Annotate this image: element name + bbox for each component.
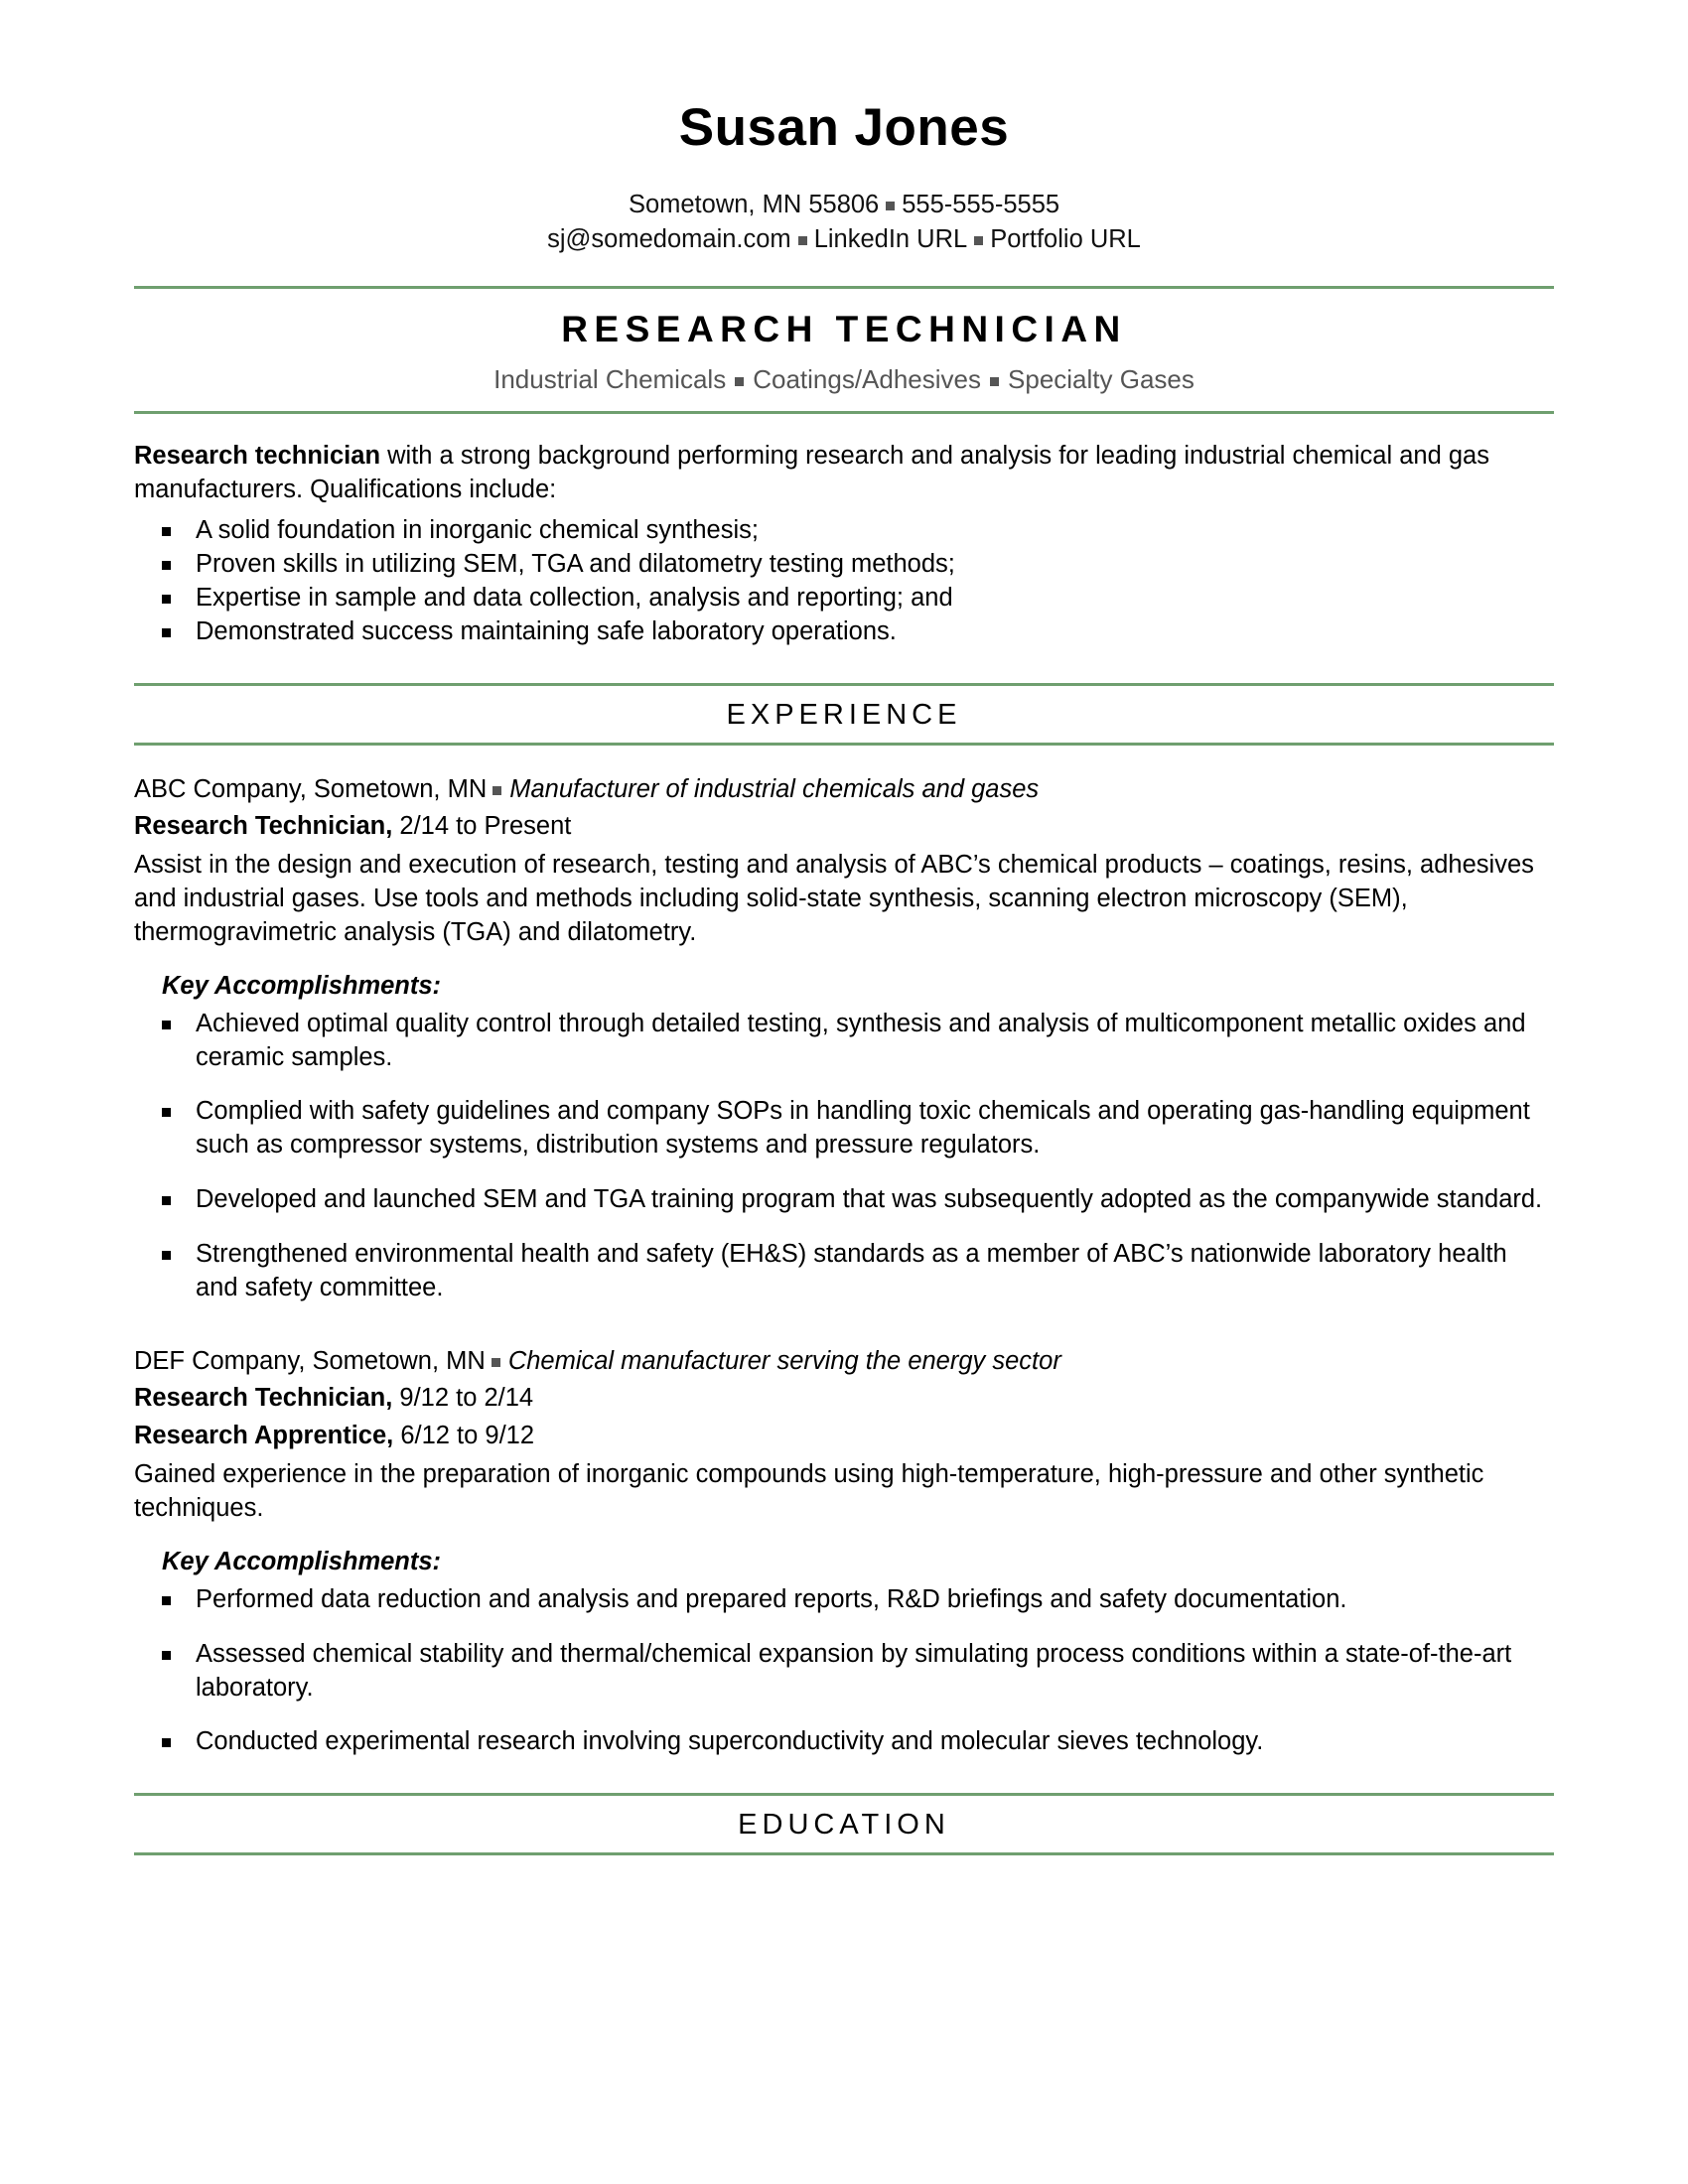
list-item: A solid foundation in inorganic chemical synthesis; bbox=[134, 514, 1554, 548]
target-title-block bbox=[134, 289, 1554, 412]
list-item: Developed and launched SEM and TGA training program that was subsequently adopted as the companywide standard. bbox=[134, 1183, 1554, 1217]
company-line bbox=[134, 773, 1554, 806]
specialty-3: Specialty Gases bbox=[1008, 364, 1195, 395]
page-title: RESEARCH TECHNICIAN bbox=[561, 308, 1127, 349]
company-description: Chemical manufacturer serving the energy sector bbox=[507, 1346, 1061, 1375]
contact-phone[interactable]: 555-555-5555 bbox=[902, 191, 1060, 219]
divider-below-experience bbox=[134, 743, 1554, 746]
company-line bbox=[134, 1345, 1554, 1378]
list-item: Proven skills in utilizing SEM, TGA and dilatometry testing methods; bbox=[134, 548, 1554, 582]
candidate-name: Susan Jones bbox=[678, 98, 1010, 157]
summary-text: with a strong background performing research and analysis for leading industrial chemical and gas manufacturers. Qualifications include: bbox=[134, 442, 1489, 504]
separator-square-icon bbox=[735, 377, 744, 386]
contact-info bbox=[134, 188, 1554, 257]
list-item: Assessed chemical stability and thermal/chemical expansion by simulating process conditions within a state-of-the-art laboratory. bbox=[134, 1638, 1554, 1706]
separator-square-icon bbox=[974, 236, 983, 245]
role-line bbox=[134, 810, 1554, 844]
list-item: Demonstrated success maintaining safe laboratory operations. bbox=[134, 615, 1554, 649]
role-dates: 6/12 to 9/12 bbox=[393, 1422, 535, 1449]
company-name: ABC Company, Sometown, MN bbox=[134, 774, 488, 803]
specialties-line bbox=[134, 364, 1554, 395]
experience-entry-abc bbox=[134, 773, 1554, 1305]
role-title: Research Apprentice, bbox=[134, 1422, 394, 1449]
section-education-header bbox=[134, 1793, 1554, 1855]
contact-email[interactable]: sj@somedomain.com bbox=[547, 225, 791, 254]
separator-square-icon bbox=[886, 202, 895, 210]
contact-portfolio[interactable]: Portfolio URL bbox=[990, 225, 1141, 254]
key-accomplishments-label: Key Accomplishments: bbox=[162, 1547, 442, 1575]
accomplishments-list bbox=[134, 1008, 1554, 1305]
company-name: DEF Company, Sometown, MN bbox=[134, 1346, 486, 1375]
specialty-1: Industrial Chemicals bbox=[493, 364, 727, 395]
company-description: Manufacturer of industrial chemicals and gases bbox=[509, 774, 1040, 803]
specialty-2: Coatings/Adhesives bbox=[753, 364, 982, 395]
section-title-experience: EXPERIENCE bbox=[726, 698, 962, 731]
list-item: Performed data reduction and analysis and prepared reports, R&D briefings and safety documentation. bbox=[134, 1583, 1554, 1617]
divider-below-title bbox=[134, 411, 1554, 414]
separator-square-icon bbox=[798, 236, 807, 245]
contact-line-2 bbox=[134, 222, 1554, 257]
list-item: Complied with safety guidelines and company SOPs in handling toxic chemicals and operating gas-handling equipment such as compressor systems, distribution systems and pressure regulators. bbox=[134, 1095, 1554, 1162]
qualifications-list bbox=[134, 514, 1554, 649]
role-description: Gained experience in the preparation of inorganic compounds using high-temperature, high-pressure and other synthetic techniques. bbox=[134, 1459, 1484, 1522]
role-dates: 9/12 to 2/14 bbox=[392, 1384, 534, 1413]
contact-linkedin[interactable]: LinkedIn URL bbox=[813, 225, 968, 254]
separator-square-icon bbox=[492, 1358, 500, 1367]
role-title: Research Technician, bbox=[134, 811, 393, 840]
section-title-education: EDUCATION bbox=[738, 1809, 950, 1842]
role-line bbox=[134, 1382, 1554, 1416]
experience-entry-def bbox=[134, 1345, 1554, 1759]
list-item: Conducted experimental research involving superconductivity and molecular sieves technology. bbox=[134, 1725, 1554, 1759]
summary-lead: Research technician bbox=[134, 442, 381, 471]
role-description: Assist in the design and execution of research, testing and analysis of ABC’s chemical products – coatings, resins, adhesives and industrial gases. Use tools and methods including solid-state synthesis, scanning electron microscopy (SEM), thermogravimetric analysis (TGA) and dilatometry. bbox=[134, 850, 1534, 946]
separator-square-icon bbox=[990, 377, 999, 386]
contact-line-1 bbox=[134, 188, 1554, 222]
separator-square-icon bbox=[492, 786, 501, 795]
key-accomplishments-label: Key Accomplishments: bbox=[162, 971, 442, 1000]
role-title: Research Technician, bbox=[134, 1384, 393, 1413]
list-item: Expertise in sample and data collection, analysis and reporting; and bbox=[134, 582, 1554, 615]
list-item: Achieved optimal quality control through detailed testing, synthesis and analysis of multicomponent metallic oxides and ceramic samples. bbox=[134, 1008, 1554, 1075]
divider-below-education bbox=[134, 1852, 1554, 1855]
role-dates: 2/14 to Present bbox=[392, 811, 572, 840]
contact-location: Sometown, MN 55806 bbox=[628, 191, 880, 219]
section-experience-header bbox=[134, 683, 1554, 746]
summary-paragraph bbox=[134, 440, 1554, 507]
list-item: Strengthened environmental health and safety (EH&S) standards as a member of ABC’s nationwide laboratory health and safety committee. bbox=[134, 1238, 1554, 1305]
accomplishments-list bbox=[134, 1583, 1554, 1760]
role-line bbox=[134, 1420, 1554, 1453]
